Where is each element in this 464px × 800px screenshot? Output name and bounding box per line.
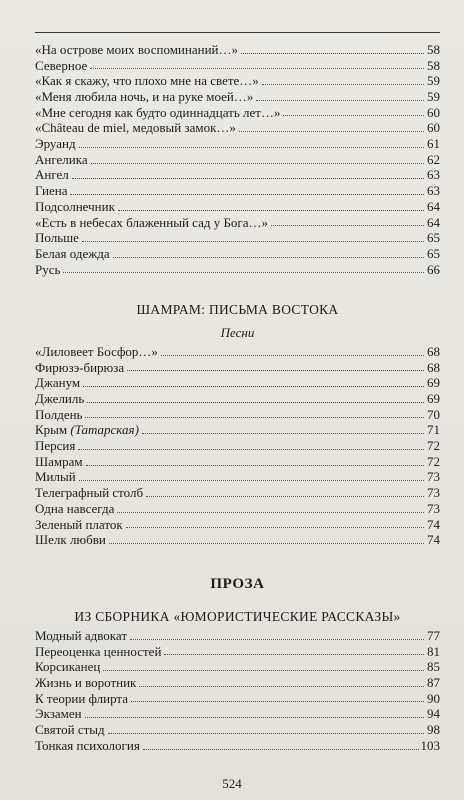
toc-entry bbox=[35, 262, 440, 278]
toc-entry-page: 81 bbox=[427, 643, 440, 659]
dot-leader bbox=[108, 733, 424, 734]
dot-leader bbox=[87, 402, 424, 403]
toc-entry-title: Шамрам bbox=[35, 453, 83, 469]
toc-entry bbox=[35, 485, 440, 501]
toc-entry-title: «Мне сегодня как будто одиннадцать лет…» bbox=[35, 104, 281, 120]
toc-entry-title: Польше bbox=[35, 230, 79, 246]
dot-leader bbox=[79, 147, 424, 148]
toc-entry-page: 74 bbox=[427, 516, 440, 532]
toc-entry bbox=[35, 375, 440, 391]
toc-entry-page: 64 bbox=[427, 214, 440, 230]
toc-entry bbox=[35, 438, 440, 454]
dot-leader bbox=[70, 194, 424, 195]
dot-leader bbox=[161, 355, 424, 356]
toc-entry bbox=[35, 517, 440, 533]
toc-entry-page: 62 bbox=[427, 151, 440, 167]
toc-entry bbox=[35, 659, 440, 675]
toc-entry-title: Жизнь и воротник bbox=[35, 675, 137, 691]
dot-leader bbox=[127, 370, 424, 371]
toc-entry-page: 59 bbox=[427, 89, 440, 105]
toc-entry-page: 63 bbox=[427, 167, 440, 183]
toc-entry-page: 94 bbox=[427, 706, 440, 722]
toc-entry bbox=[35, 644, 440, 660]
dot-leader bbox=[146, 496, 424, 497]
toc-entry bbox=[35, 136, 440, 152]
toc-entry bbox=[35, 89, 440, 105]
toc-entry-title: «Château de miel, медовый замок…» bbox=[35, 120, 236, 136]
toc-entry-title: К теории флирта bbox=[35, 690, 129, 706]
toc-entry-page: 60 bbox=[427, 120, 440, 136]
toc-entry-title: Полдень bbox=[35, 406, 83, 422]
toc-entry-page: 65 bbox=[427, 230, 440, 246]
top-rule bbox=[35, 32, 440, 33]
toc-entry-page: 63 bbox=[427, 183, 440, 199]
dot-leader bbox=[83, 386, 424, 387]
toc-entry bbox=[35, 105, 440, 121]
dot-leader bbox=[90, 68, 424, 69]
toc-entry bbox=[35, 199, 440, 215]
toc-entry-page: 87 bbox=[427, 675, 440, 691]
toc-entry bbox=[35, 360, 440, 376]
dot-leader bbox=[78, 449, 424, 450]
toc-entry-title: Переоценка ценностей bbox=[35, 643, 162, 659]
toc-entry-title: Милый bbox=[35, 469, 76, 485]
toc-list-poems bbox=[35, 42, 440, 277]
toc-entry-title: «Как я скажу, что плохо мне на свете…» bbox=[35, 73, 259, 89]
dot-leader bbox=[103, 670, 424, 671]
toc-entry-note: (Татарская) bbox=[70, 422, 139, 438]
dot-leader bbox=[86, 465, 424, 466]
toc-entry-title: Эруанд bbox=[35, 136, 76, 152]
dot-leader bbox=[72, 178, 424, 179]
dot-leader bbox=[79, 480, 424, 481]
toc-entry bbox=[35, 42, 440, 58]
toc-entry bbox=[35, 168, 440, 184]
dot-leader bbox=[126, 527, 424, 528]
dot-leader bbox=[118, 210, 424, 211]
toc-entry-title: «Лиловеет Босфор…» bbox=[35, 343, 158, 359]
toc-entry bbox=[35, 722, 440, 738]
dot-leader bbox=[241, 53, 424, 54]
toc-entry-page: 73 bbox=[427, 469, 440, 485]
toc-entry bbox=[35, 706, 440, 722]
part-heading-prose: ПРОЗА bbox=[210, 576, 265, 592]
toc-entry-title: Зеленый платок bbox=[35, 516, 123, 532]
toc-entry-title: «Есть в небесах блаженный сад у Бога…» bbox=[35, 214, 269, 230]
dot-leader bbox=[85, 717, 424, 718]
toc-entry bbox=[35, 58, 440, 74]
toc-entry-title: Одна навсегда bbox=[35, 500, 115, 516]
toc-entry-page: 77 bbox=[427, 627, 440, 643]
page-number: 524 bbox=[222, 776, 242, 791]
toc-entry-title: Северное bbox=[35, 57, 88, 73]
toc-entry-page: 70 bbox=[427, 406, 440, 422]
toc-entry-title: Джанум bbox=[35, 375, 81, 391]
toc-list-songs bbox=[35, 344, 440, 548]
toc-entry-title: Белая одежда bbox=[35, 245, 110, 261]
toc-entry-page: 73 bbox=[427, 485, 440, 501]
toc-entry-page: 98 bbox=[427, 722, 440, 738]
toc-entry-title: Святой стыд bbox=[35, 722, 105, 738]
toc-entry-title: Экзамен bbox=[35, 706, 82, 722]
toc-entry bbox=[35, 691, 440, 707]
toc-entry-page: 103 bbox=[420, 737, 440, 753]
toc-entry-page: 58 bbox=[427, 57, 440, 73]
dot-leader bbox=[256, 100, 424, 101]
toc-entry-page: 72 bbox=[427, 453, 440, 469]
toc-entry bbox=[35, 628, 440, 644]
section-heading-humor-stories: ИЗ СБОРНИКА «ЮМОРИСТИЧЕСКИЕ РАССКАЗЫ» bbox=[74, 609, 401, 624]
toc-entry-page: 59 bbox=[427, 73, 440, 89]
toc-entry-page: 65 bbox=[427, 245, 440, 261]
dot-leader bbox=[109, 543, 424, 544]
toc-entry-page: 68 bbox=[427, 359, 440, 375]
toc-entry-title: Персия bbox=[35, 438, 76, 454]
dot-leader bbox=[63, 272, 424, 273]
dot-leader bbox=[130, 639, 424, 640]
dot-leader bbox=[139, 686, 424, 687]
dot-leader bbox=[271, 225, 424, 226]
toc-entry-title: Телеграфный столб bbox=[35, 485, 144, 501]
dot-leader bbox=[262, 84, 424, 85]
toc-entry-page: 69 bbox=[427, 391, 440, 407]
dot-leader bbox=[143, 749, 419, 750]
toc-entry-page: 74 bbox=[427, 532, 440, 548]
dot-leader bbox=[283, 115, 424, 116]
dot-leader bbox=[82, 241, 424, 242]
dot-leader bbox=[164, 654, 424, 655]
toc-entry bbox=[35, 183, 440, 199]
toc-entry-page: 66 bbox=[427, 261, 440, 277]
dot-leader bbox=[239, 131, 424, 132]
toc-entry bbox=[35, 501, 440, 517]
toc-entry-page: 68 bbox=[427, 343, 440, 359]
toc-entry-title: «Меня любила ночь, и на руке моей…» bbox=[35, 89, 254, 105]
dot-leader bbox=[113, 257, 424, 258]
toc-entry bbox=[35, 215, 440, 231]
toc-entry bbox=[35, 532, 440, 548]
toc-entry-page: 72 bbox=[427, 438, 440, 454]
toc-entry bbox=[35, 73, 440, 89]
toc-entry bbox=[35, 454, 440, 470]
toc-entry bbox=[35, 470, 440, 486]
toc-entry-page: 85 bbox=[427, 659, 440, 675]
toc-entry-title: Фирюзэ-бирюза bbox=[35, 359, 125, 375]
toc-entry-title: Тонкая психология bbox=[35, 737, 140, 753]
toc-entry-title: Ангел bbox=[35, 167, 69, 183]
toc-entry-title: «На острове моих воспоминаний…» bbox=[35, 41, 238, 57]
toc-entry-title: Ангелика bbox=[35, 151, 88, 167]
dot-leader bbox=[142, 433, 424, 434]
toc-entry-page: 90 bbox=[427, 690, 440, 706]
toc-entry-page: 60 bbox=[427, 104, 440, 120]
toc-entry-title: Модный адвокат bbox=[35, 627, 128, 643]
toc-entry bbox=[35, 422, 440, 438]
toc-entry-title: Русь bbox=[35, 261, 61, 277]
toc-entry-title: Шелк любви bbox=[35, 532, 106, 548]
toc-entry bbox=[35, 407, 440, 423]
dot-leader bbox=[131, 701, 424, 702]
dot-leader bbox=[85, 417, 424, 418]
toc-entry-title: Крым (Татарская) bbox=[35, 422, 139, 438]
toc-entry-page: 69 bbox=[427, 375, 440, 391]
toc-entry bbox=[35, 230, 440, 246]
toc-entry-page: 73 bbox=[427, 500, 440, 516]
toc-entry-title: Корсиканец bbox=[35, 659, 101, 675]
toc-entry bbox=[35, 246, 440, 262]
toc-entry bbox=[35, 738, 440, 754]
toc-entry-title: Гиена bbox=[35, 183, 68, 199]
toc-entry-title: Подсолнечник bbox=[35, 198, 115, 214]
toc-entry-page: 58 bbox=[427, 41, 440, 57]
dot-leader bbox=[117, 512, 424, 513]
section-heading-shamram: ШАМРАМ: ПИСЬМА ВОСТОКА bbox=[136, 302, 339, 317]
toc-entry bbox=[35, 391, 440, 407]
section-subheading-songs: Песни bbox=[220, 325, 255, 340]
toc-entry bbox=[35, 120, 440, 136]
toc-entry bbox=[35, 344, 440, 360]
toc-entry bbox=[35, 675, 440, 691]
toc-entry bbox=[35, 152, 440, 168]
toc-entry-title: Джелиль bbox=[35, 391, 85, 407]
toc-entry-page: 64 bbox=[427, 198, 440, 214]
toc-entry-page: 71 bbox=[427, 422, 440, 438]
toc-list-stories bbox=[35, 628, 440, 754]
dot-leader bbox=[91, 163, 424, 164]
toc-entry-page: 61 bbox=[427, 136, 440, 152]
